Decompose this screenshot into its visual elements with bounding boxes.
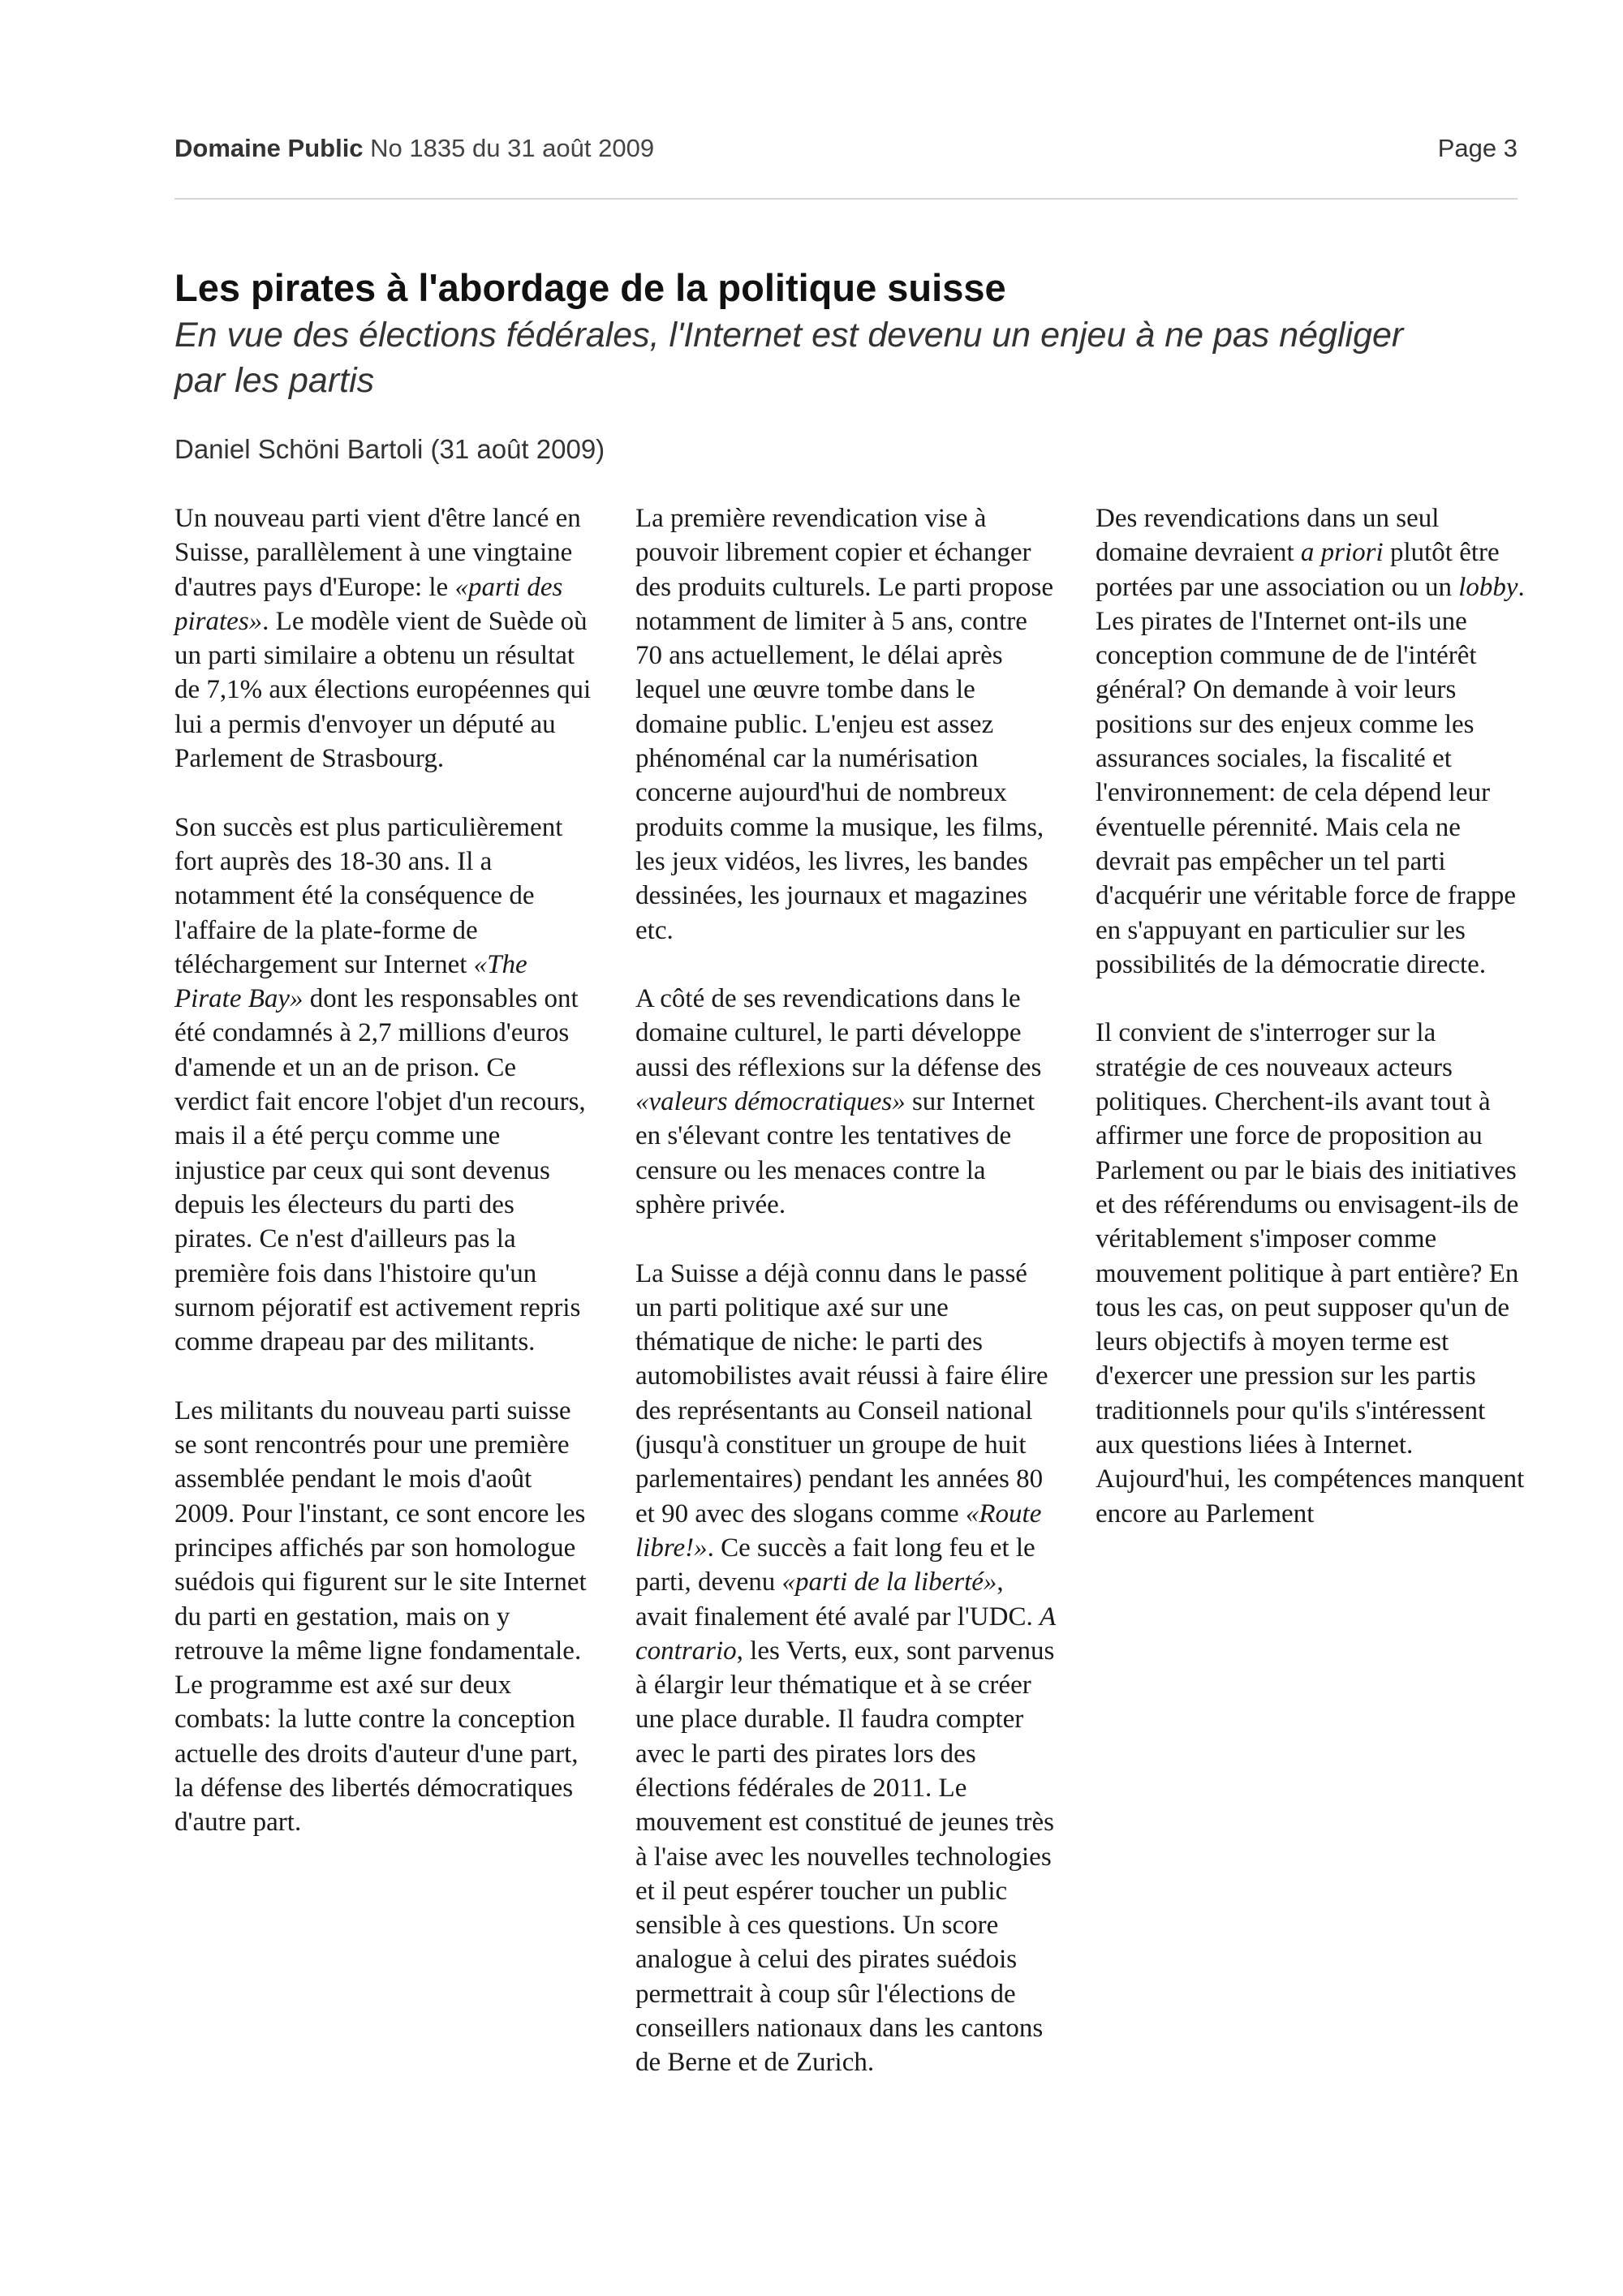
issue-info: No 1835 du 31 août 2009 bbox=[370, 134, 655, 162]
paragraph: Son succès est plus particulièrement fort auprès des 18-30 ans. Il a notamment été la conséquence de l'affaire de la plate-forme de téléchargement sur Internet «The Pirate Bay» dont les responsables ont été condamnés à 2,7 millions d'euros d'amende et un an de prison. Ce verdict fait encore l'objet d'un recours, mais il a été perçu comme une injustice par ceux qui sont devenus depuis les électeurs du parti des pirates. Ce n'est d'ailleurs pas la première fois dans l'histoire qu'un surnom péjoratif est activement repris comme drapeau par des militants. bbox=[174, 812, 586, 1357]
page-number: Page 3 bbox=[1437, 134, 1518, 162]
header-divider bbox=[174, 198, 1518, 200]
paragraph: A côté de ses revendications dans le domaine culturel, le parti développe aussi des réflexions sur la défense des «valeurs démocratiques» sur Internet en s'élevant contre les tentatives de censure ou les menaces contre la sphère privée. bbox=[635, 984, 1042, 1219]
article-column-1 bbox=[174, 501, 596, 1840]
paragraph: Un nouveau parti vient d'être lancé en Suisse, parallèlement à une vingtaine d'autres pays d'Europe: le «parti des pirates». Le modèle vient de Suède où un parti similaire a obtenu un résultat de 7,1% aux élections européennes qui lui a permis d'envoyer un député au Parlement de Strasbourg. bbox=[174, 504, 592, 774]
paragraph: La première revendication vise à pouvoir librement copier et échanger des produits culturels. Le parti propose notamment de limiter à 5 ans, contre 70 ans actuellement, le délai après lequel une œuvre tombe dans le domaine public. L'enjeu est assez phénoménal car la numérisation concerne aujourd'hui de nombreux produits comme la musique, les films, les jeux vidéos, les livres, les bandes dessinées, les journaux et magazines etc. bbox=[635, 504, 1054, 945]
paragraph: Des revendications dans un seul domaine devraient a priori plutôt être portées par une association ou un lobby. Les pirates de l'Internet ont-ils une conception commune de de l'intérêt général? On demande à voir leurs positions sur des enjeux comme les assurances sociales, la fiscalité et l'environnement: de cela dépend leur éventuelle pérennité. Mais cela ne devrait pas empêcher un tel parti d'acquérir une véritable force de frappe en s'appuyant en particulier sur les possibilités de la démocratie directe. bbox=[1096, 504, 1525, 979]
publication-name: Domaine Public bbox=[174, 134, 364, 162]
article-subtitle: En vue des élections fédérales, l'Internet est devenu un enjeu à ne pas négliger par les partis bbox=[174, 316, 1404, 400]
page-header bbox=[174, 134, 1518, 170]
paragraph: La Suisse a déjà connu dans le passé un parti politique axé sur une thématique de niche: le parti des automobilistes avait réussi à faire élire des représentants au Conseil national (jusqu'à constituer un groupe de huit parlementaires) pendant les années 80 et 90 avec des slogans comme «Route libre!». Ce succès a fait long feu et le parti, devenu «parti de la liberté», avait finalement été avalé par l'UDC. A contrario, les Verts, eux, sont parvenus à élargir leur thématique et à se créer une place durable. Il faudra compter avec le parti des pirates lors des élections fédérales de 2011. Le mouvement est constitué de jeunes très à l'aise avec les nouvelles technologies et il peut espérer toucher un public sensible à ces questions. Un score analogue à celui des pirates suédois permettrait à coup sûr l'élections de conseillers nationaux dans les cantons de Berne et de Zurich. bbox=[635, 1258, 1056, 2078]
paragraph: Il convient de s'interroger sur la stratégie de ces nouveaux acteurs politiques. Cherchent-ils avant tout à affirmer une force de proposition au Parlement ou par le biais des initiatives et des référendums ou envisagent-ils de véritablement s'imposer comme mouvement politique à part entière? En tous les cas, on peut supposer qu'un de leurs objectifs à moyen terme est d'exercer une pression sur les partis traditionnels pour qu'ils s'intéressent aux questions liées à Internet. Aujourd'hui, les compétences manquent encore au Parlement bbox=[1096, 1018, 1525, 1529]
paragraph: Les militants du nouveau parti suisse se sont rencontrés pour une première assemblée pendant le mois d'août 2009. Pour l'instant, ce sont encore les principes affichés par son homologue suédois qui figurent sur le site Internet du parti en gestation, mais on y retrouve la même ligne fondamentale. Le programme est axé sur deux combats: la lutte contre la conception actuelle des droits d'auteur d'une part, la défense des libertés démocratiques d'autre part. bbox=[174, 1395, 587, 1838]
article-title: Les pirates à l'abordage de la politique suisse bbox=[174, 266, 1006, 309]
article-byline: Daniel Schöni Bartoli (31 août 2009) bbox=[174, 434, 605, 464]
article-column-3 bbox=[1096, 501, 1526, 1531]
article-column-2 bbox=[635, 501, 1057, 2080]
